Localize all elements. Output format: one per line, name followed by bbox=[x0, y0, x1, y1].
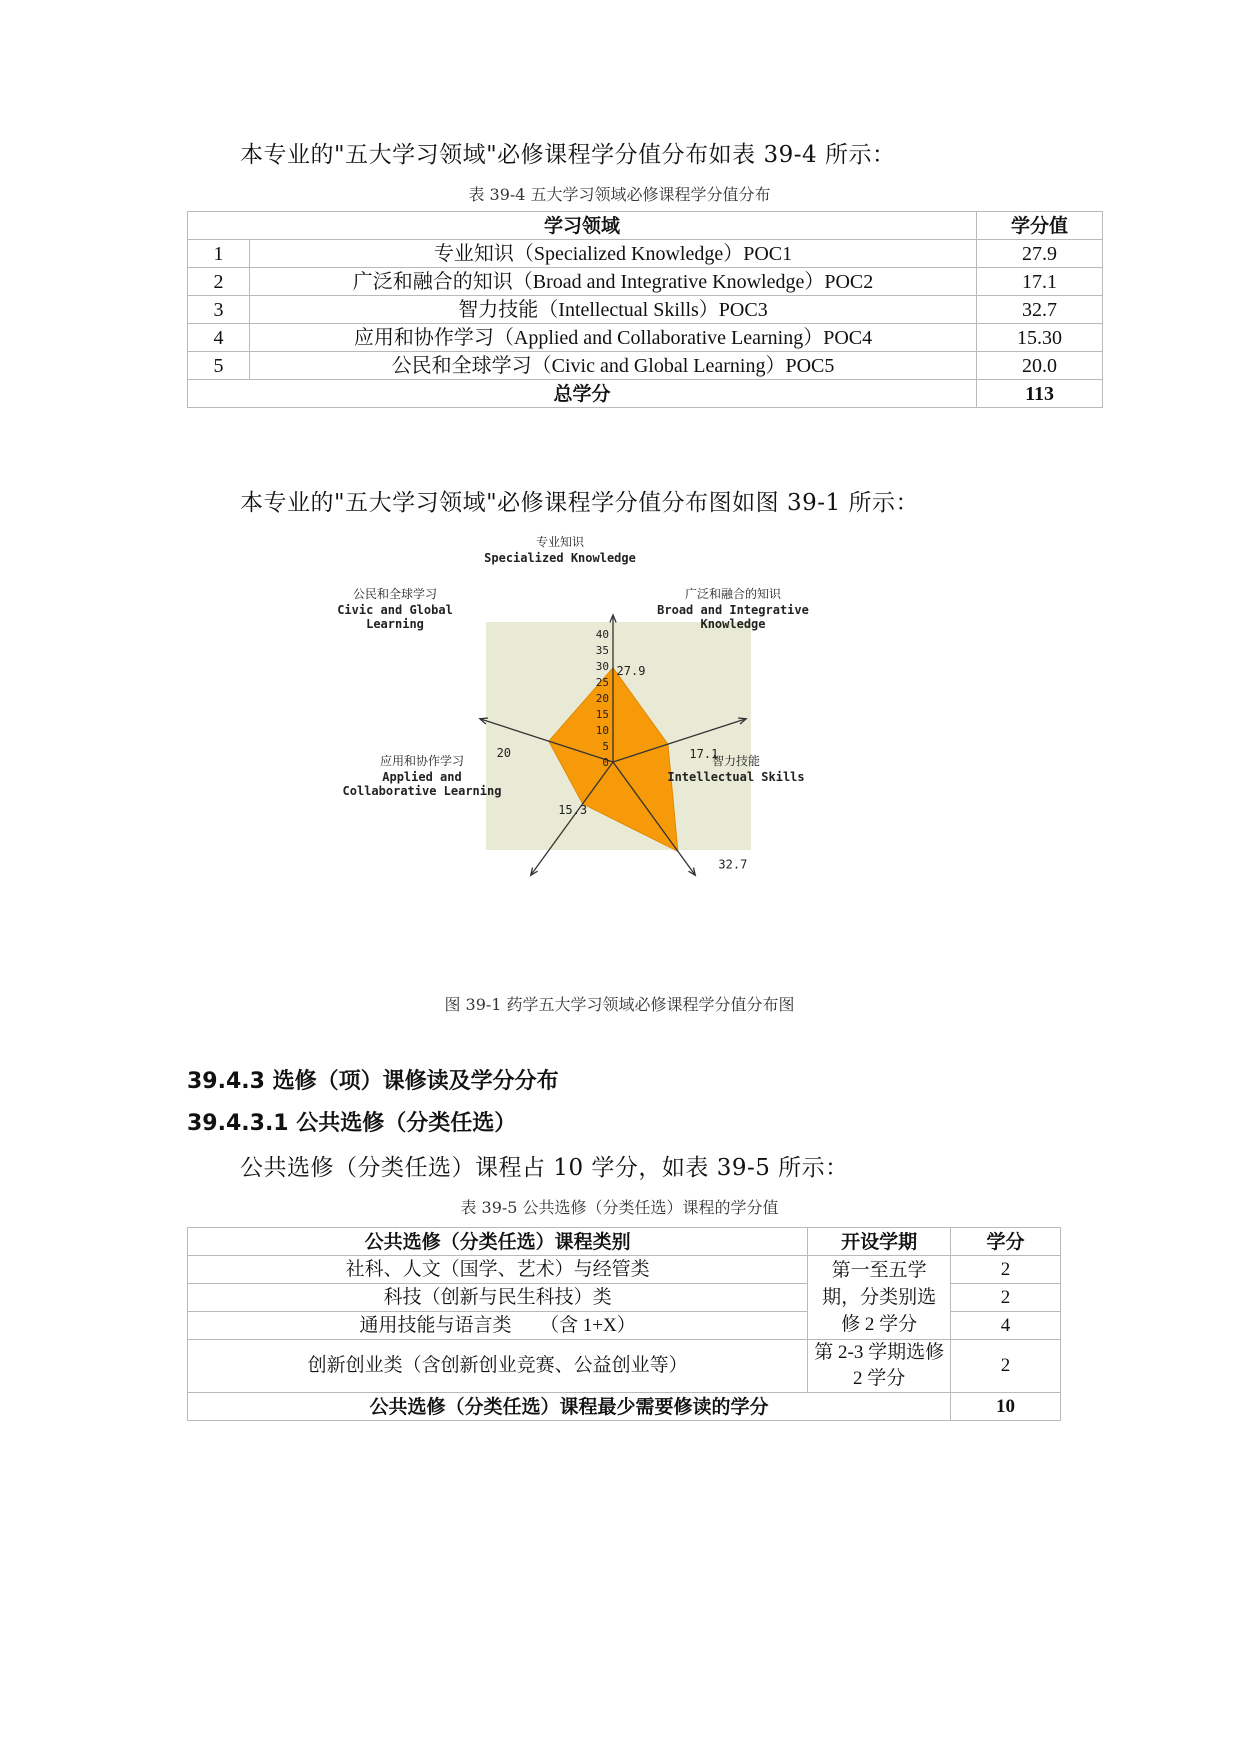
row-number: 2 bbox=[188, 268, 250, 296]
row-number: 4 bbox=[188, 324, 250, 352]
radar-value-label: 32.7 bbox=[718, 857, 748, 872]
radar-tick-label: 5 bbox=[602, 739, 609, 753]
row-category: 科技（创新与民生科技）类 bbox=[188, 1284, 808, 1312]
radar-tick-label: 35 bbox=[595, 643, 609, 657]
row-credit: 20.0 bbox=[977, 352, 1103, 380]
table-row bbox=[188, 1340, 1061, 1393]
radar-tick-label: 30 bbox=[595, 659, 609, 673]
table-total-row bbox=[188, 1393, 1061, 1421]
radar-axis-label-en: Collaborative Learning bbox=[342, 784, 502, 798]
radar-axis-label-en: Civic and Global bbox=[337, 603, 453, 617]
radar-tick-label: 10 bbox=[595, 723, 609, 737]
radar-value-label: 15.3 bbox=[558, 802, 588, 817]
row-credit: 4 bbox=[951, 1312, 1061, 1340]
radar-tick-label: 15 bbox=[595, 707, 609, 721]
table-total-row bbox=[188, 380, 1103, 408]
radar-value-label: 20 bbox=[496, 746, 512, 761]
row-credit: 2 bbox=[951, 1256, 1061, 1284]
row-credit: 27.9 bbox=[977, 240, 1103, 268]
row-credit: 17.1 bbox=[977, 268, 1103, 296]
row-credit: 2 bbox=[951, 1284, 1061, 1312]
row-number: 1 bbox=[188, 240, 250, 268]
row-category: 创新创业类（含创新创业竞赛、公益创业等） bbox=[188, 1340, 808, 1393]
row-field: 应用和协作学习（Applied and Collaborative Learning）POC4 bbox=[249, 324, 976, 352]
row-credit: 32.7 bbox=[977, 296, 1103, 324]
row-credit: 2 bbox=[951, 1340, 1061, 1393]
radar-tick-label: 0 bbox=[602, 756, 609, 769]
radar-axis-label-en: Specialized Knowledge bbox=[484, 551, 636, 565]
total-value: 10 bbox=[951, 1393, 1061, 1421]
row-number: 5 bbox=[188, 352, 250, 380]
term-line: 2 学分 bbox=[853, 1368, 906, 1389]
table-learning-fields bbox=[187, 211, 1103, 408]
table1-caption: 表 39-4 五大学习领域必修课程学分值分布 bbox=[468, 185, 771, 204]
total-label: 公共选修（分类任选）课程最少需要修读的学分 bbox=[188, 1393, 951, 1421]
radar-axis-label-en: Broad and Integrative bbox=[657, 603, 809, 617]
table-row bbox=[188, 352, 1103, 380]
row-term-group bbox=[808, 1256, 951, 1340]
radar-axis-label-en: Knowledge bbox=[700, 617, 766, 631]
row-number: 3 bbox=[188, 296, 250, 324]
table-row bbox=[188, 1256, 1061, 1284]
subsection-heading: 39.4.3.1 公共选修（分类任选） bbox=[187, 1111, 517, 1136]
radar-axis-label-en: Applied and bbox=[382, 770, 462, 784]
intro-paragraph-2: 本专业的"五大学习领域"必修课程学分值分布图如图 39-1 所示： bbox=[240, 490, 919, 516]
header-credit: 学分 bbox=[951, 1228, 1061, 1256]
radar-axis-label-cn: 专业知识 bbox=[535, 535, 585, 549]
term-line: 修 2 学分 bbox=[841, 1314, 918, 1335]
row-field: 广泛和融合的知识（Broad and Integrative Knowledge）POC2 bbox=[249, 268, 976, 296]
intro-paragraph-1: 本专业的"五大学习领域"必修课程学分值分布如表 39-4 所示： bbox=[240, 142, 896, 168]
table-row bbox=[188, 268, 1103, 296]
section-heading: 39.4.3 选修（项）课修读及学分分布 bbox=[187, 1069, 559, 1094]
table-row bbox=[188, 296, 1103, 324]
radar-value-label: 27.9 bbox=[616, 663, 646, 678]
radar-tick-label: 40 bbox=[595, 627, 609, 641]
term-line: 期，分类别选 bbox=[822, 1287, 937, 1308]
radar-axis-label-cn: 应用和协作学习 bbox=[379, 754, 465, 768]
radar-axis-label-cn: 广泛和融合的知识 bbox=[684, 587, 782, 601]
table2-caption: 表 39-5 公共选修（分类任选）课程的学分值 bbox=[460, 1198, 779, 1217]
table-header-row bbox=[188, 1228, 1061, 1256]
header-field: 学习领域 bbox=[188, 212, 977, 240]
table-header-row bbox=[188, 212, 1103, 240]
term-line: 第 2-3 学期选修 bbox=[814, 1342, 945, 1363]
total-value: 113 bbox=[977, 380, 1103, 408]
row-field: 智力技能（Intellectual Skills）POC3 bbox=[249, 296, 976, 324]
figure-caption: 图 39-1 药学五大学习领域必修课程学分值分布图 bbox=[444, 995, 795, 1014]
radar-tick-label: 20 bbox=[595, 691, 609, 705]
table-row bbox=[188, 240, 1103, 268]
radar-axis-label-cn: 公民和全球学习 bbox=[352, 587, 438, 601]
row-term bbox=[808, 1340, 951, 1393]
header-credit: 学分值 bbox=[977, 212, 1103, 240]
row-credit: 15.30 bbox=[977, 324, 1103, 352]
header-term: 开设学期 bbox=[808, 1228, 951, 1256]
radar-axis-label-en: Learning bbox=[366, 617, 424, 631]
row-field: 公民和全球学习（Civic and Global Learning）POC5 bbox=[249, 352, 976, 380]
radar-axis-label-cn: 智力技能 bbox=[711, 754, 761, 768]
row-field: 专业知识（Specialized Knowledge）POC1 bbox=[249, 240, 976, 268]
row-category: 通用技能与语言类 （含 1+X） bbox=[188, 1312, 808, 1340]
radar-tick-label: 25 bbox=[595, 675, 609, 689]
radar-axis-label-en: Intellectual Skills bbox=[667, 770, 805, 784]
header-category: 公共选修（分类任选）课程类别 bbox=[188, 1228, 808, 1256]
radar-value-label: 17.1 bbox=[689, 747, 719, 762]
row-category: 社科、人文（国学、艺术）与经管类 bbox=[188, 1256, 808, 1284]
radar-chart bbox=[337, 535, 900, 910]
total-label: 总学分 bbox=[188, 380, 977, 408]
table-row bbox=[188, 324, 1103, 352]
intro-paragraph-3: 公共选修（分类任选）课程占 10 学分，如表 39-5 所示： bbox=[240, 1155, 849, 1181]
table-public-electives bbox=[187, 1227, 1061, 1421]
term-line: 第一至五学 bbox=[831, 1260, 927, 1281]
